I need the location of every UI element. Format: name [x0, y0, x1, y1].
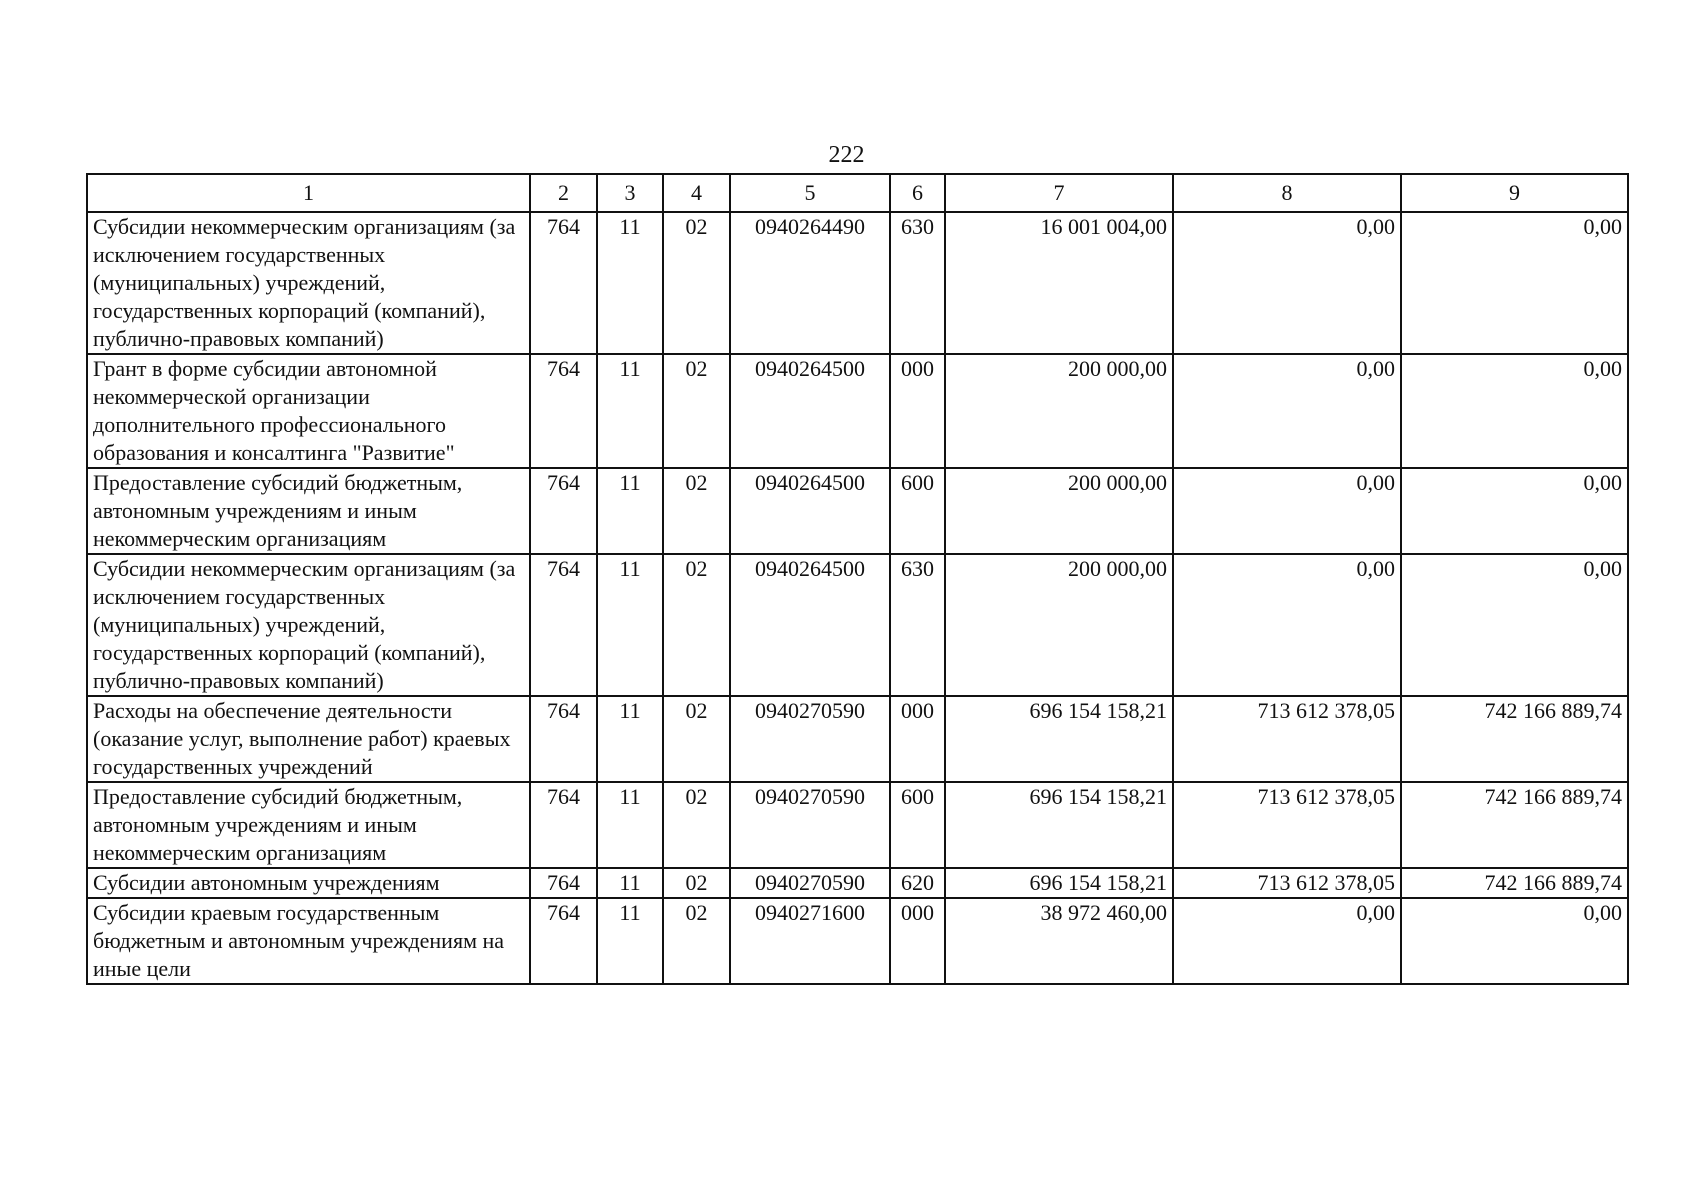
subsection-code-cell: 02	[663, 212, 730, 354]
expense-name-cell: Субсидии некоммерческим организациям (за исключением государственных (муниципальных) учреждений, государственных корпораций (компаний), публично-правовых компаний)	[87, 212, 530, 354]
subsection-code-cell: 02	[663, 898, 730, 984]
column-header: 7	[945, 174, 1173, 212]
amount-col8-cell: 713 612 378,05	[1173, 696, 1401, 782]
amount-col7-cell: 200 000,00	[945, 554, 1173, 696]
table-row	[87, 554, 1628, 696]
ministry-code-cell: 764	[530, 782, 597, 868]
expense-type-cell: 600	[890, 782, 945, 868]
expense-type-cell: 630	[890, 212, 945, 354]
ministry-code-cell: 764	[530, 696, 597, 782]
expense-type-cell: 000	[890, 696, 945, 782]
expense-type-cell: 600	[890, 468, 945, 554]
amount-col7-cell: 38 972 460,00	[945, 898, 1173, 984]
amount-col7-cell: 200 000,00	[945, 468, 1173, 554]
subsection-code-cell: 02	[663, 354, 730, 468]
amount-col7-cell: 696 154 158,21	[945, 696, 1173, 782]
amount-col8-cell: 0,00	[1173, 354, 1401, 468]
target-article-cell: 0940264490	[730, 212, 890, 354]
column-header: 8	[1173, 174, 1401, 212]
ministry-code-cell: 764	[530, 868, 597, 898]
section-code-cell: 11	[597, 212, 663, 354]
target-article-cell: 0940264500	[730, 468, 890, 554]
amount-col9-cell: 0,00	[1401, 212, 1628, 354]
section-code-cell: 11	[597, 354, 663, 468]
ministry-code-cell: 764	[530, 898, 597, 984]
ministry-code-cell: 764	[530, 468, 597, 554]
page-number: 222	[828, 142, 865, 168]
amount-col7-cell: 200 000,00	[945, 354, 1173, 468]
column-header: 5	[730, 174, 890, 212]
column-header: 2	[530, 174, 597, 212]
target-article-cell: 0940271600	[730, 898, 890, 984]
table-row	[87, 212, 1628, 354]
table-row	[87, 696, 1628, 782]
column-header: 9	[1401, 174, 1628, 212]
section-code-cell: 11	[597, 898, 663, 984]
section-code-cell: 11	[597, 696, 663, 782]
subsection-code-cell: 02	[663, 554, 730, 696]
subsection-code-cell: 02	[663, 696, 730, 782]
amount-col8-cell: 0,00	[1173, 468, 1401, 554]
amount-col8-cell: 713 612 378,05	[1173, 782, 1401, 868]
expense-name-cell: Расходы на обеспечение деятельности (оказание услуг, выполнение работ) краевых государственных учреждений	[87, 696, 530, 782]
table-row	[87, 468, 1628, 554]
table-row	[87, 782, 1628, 868]
amount-col8-cell: 0,00	[1173, 212, 1401, 354]
section-code-cell: 11	[597, 782, 663, 868]
amount-col9-cell: 742 166 889,74	[1401, 696, 1628, 782]
table-row	[87, 354, 1628, 468]
expense-name-cell: Субсидии автономным учреждениям	[87, 868, 530, 898]
budget-table	[86, 173, 1629, 985]
expense-type-cell: 000	[890, 898, 945, 984]
ministry-code-cell: 764	[530, 554, 597, 696]
section-code-cell: 11	[597, 554, 663, 696]
target-article-cell: 0940264500	[730, 554, 890, 696]
subsection-code-cell: 02	[663, 468, 730, 554]
column-header: 4	[663, 174, 730, 212]
amount-col9-cell: 742 166 889,74	[1401, 868, 1628, 898]
subsection-code-cell: 02	[663, 868, 730, 898]
expense-name-cell: Субсидии краевым государственным бюджетным и автономным учреждениям на иные цели	[87, 898, 530, 984]
section-code-cell: 11	[597, 468, 663, 554]
target-article-cell: 0940270590	[730, 868, 890, 898]
column-number-row	[87, 174, 1628, 212]
expense-name-cell: Субсидии некоммерческим организациям (за исключением государственных (муниципальных) учреждений, государственных корпораций (компаний), публично-правовых компаний)	[87, 554, 530, 696]
ministry-code-cell: 764	[530, 212, 597, 354]
target-article-cell: 0940270590	[730, 696, 890, 782]
amount-col9-cell: 0,00	[1401, 354, 1628, 468]
column-header: 6	[890, 174, 945, 212]
expense-type-cell: 620	[890, 868, 945, 898]
column-header: 1	[87, 174, 530, 212]
target-article-cell: 0940270590	[730, 782, 890, 868]
expense-type-cell: 000	[890, 354, 945, 468]
amount-col9-cell: 0,00	[1401, 898, 1628, 984]
amount-col7-cell: 16 001 004,00	[945, 212, 1173, 354]
expense-type-cell: 630	[890, 554, 945, 696]
amount-col9-cell: 0,00	[1401, 468, 1628, 554]
amount-col8-cell: 713 612 378,05	[1173, 868, 1401, 898]
amount-col7-cell: 696 154 158,21	[945, 782, 1173, 868]
amount-col9-cell: 0,00	[1401, 554, 1628, 696]
expense-name-cell: Предоставление субсидий бюджетным, автономным учреждениям и иным некоммерческим организациям	[87, 468, 530, 554]
amount-col8-cell: 0,00	[1173, 898, 1401, 984]
amount-col8-cell: 0,00	[1173, 554, 1401, 696]
ministry-code-cell: 764	[530, 354, 597, 468]
expense-name-cell: Предоставление субсидий бюджетным, автономным учреждениям и иным некоммерческим организациям	[87, 782, 530, 868]
target-article-cell: 0940264500	[730, 354, 890, 468]
expense-name-cell: Грант в форме субсидии автономной некоммерческой организации дополнительного профессионального образования и консалтинга "Развитие"	[87, 354, 530, 468]
table-row	[87, 898, 1628, 984]
table-row	[87, 868, 1628, 898]
subsection-code-cell: 02	[663, 782, 730, 868]
column-header: 3	[597, 174, 663, 212]
amount-col9-cell: 742 166 889,74	[1401, 782, 1628, 868]
amount-col7-cell: 696 154 158,21	[945, 868, 1173, 898]
section-code-cell: 11	[597, 868, 663, 898]
